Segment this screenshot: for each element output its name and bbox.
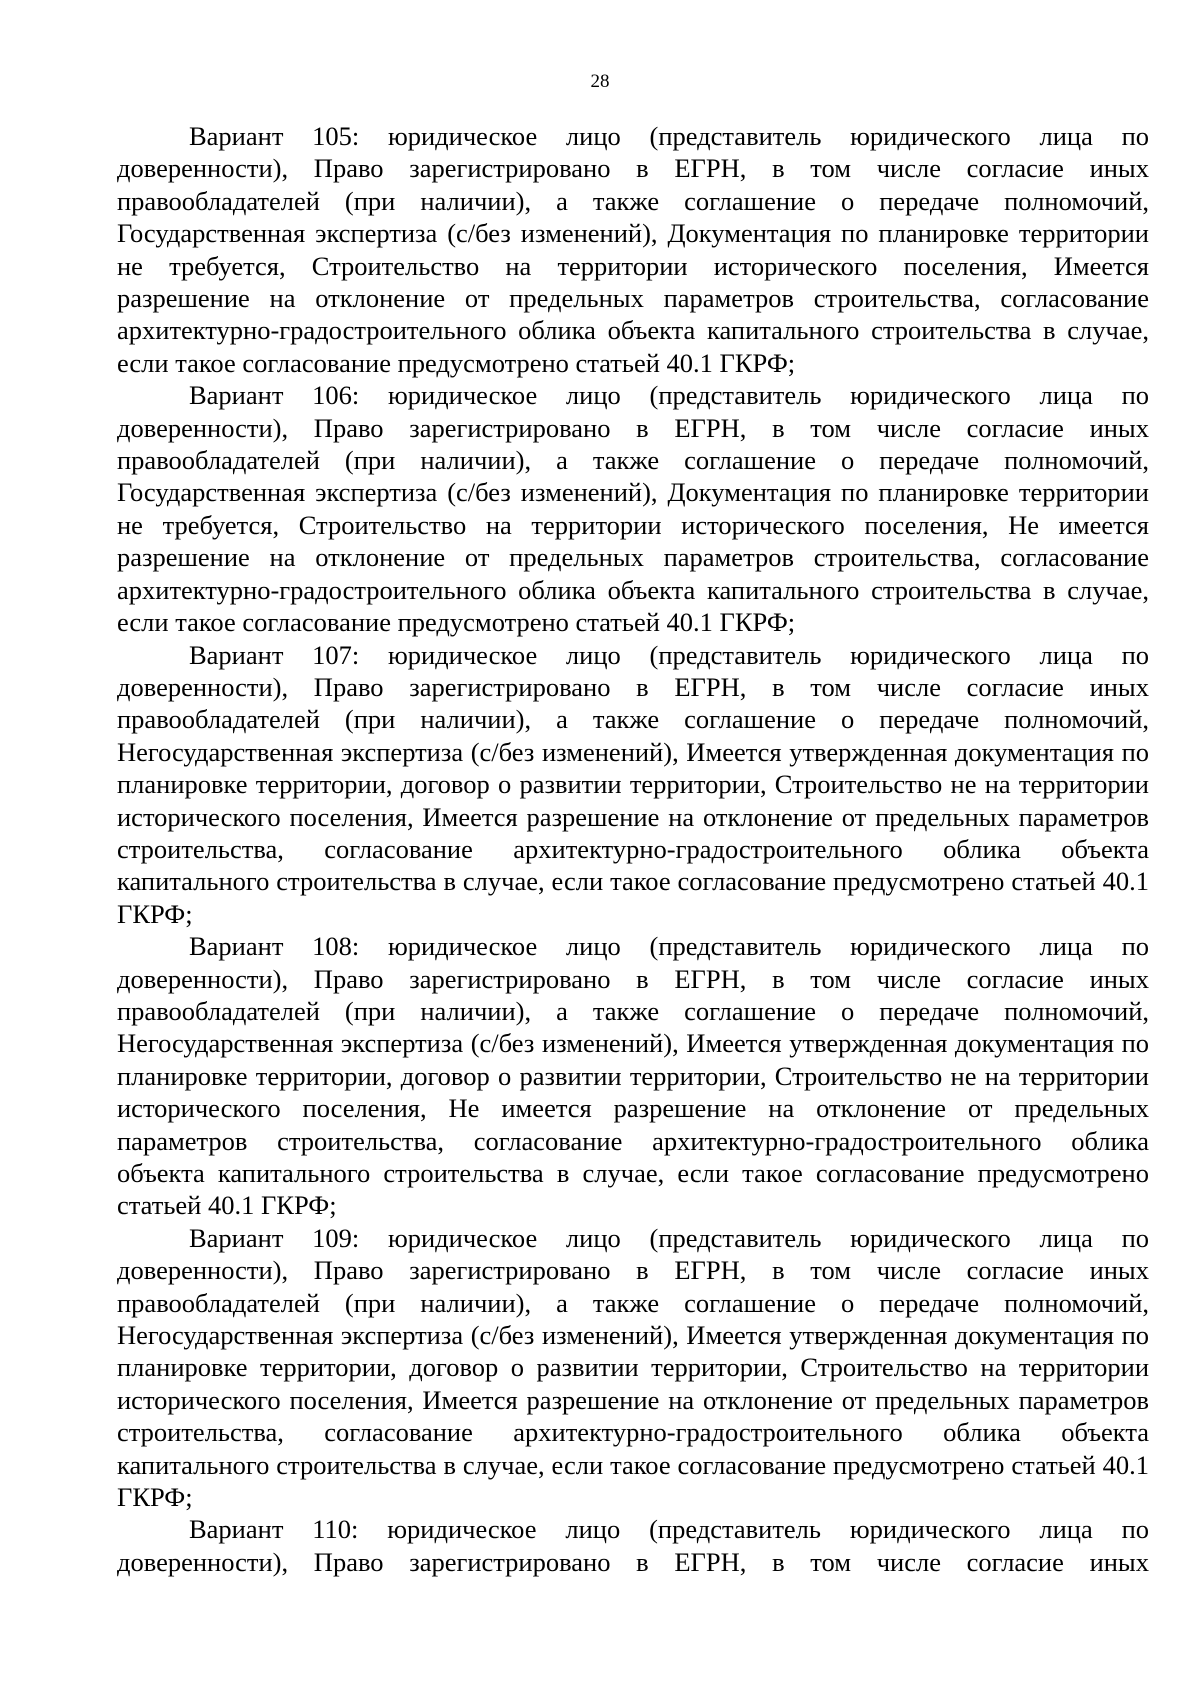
paragraph-variant-110: Вариант 110: юридическое лицо (представитель юридического лица по доверенности), Право зарегистрировано в ЕГРН, в том числе согласие иных [117,1514,1149,1577]
paragraph-variant-107: Вариант 107: юридическое лицо (представитель юридического лица по доверенности), Право зарегистрировано в ЕГРН, в том числе согласие иных правообладателей (при наличии), а также соглашение о передаче полномочий, Негосударственная экспертиза (с/без изменений), Имеется утвержденная документация по планировке территории, договор о развитии территории, Строительство не на территории исторического поселения, Имеется разрешение на отклонение от предельных параметров строительства, согласование архитектурно-градостроительного облика объекта капитального строительства в случае, если такое согласование предусмотрено статьей 40.1 ГКРФ; [117,639,1149,929]
paragraph-variant-105: Вариант 105: юридическое лицо (представитель юридического лица по доверенности), Право зарегистрировано в ЕГРН, в том числе согласие иных правообладателей (при наличии), а также соглашение о передаче полномочий, Государственная экспертиза (с/без изменений), Документация по планировке территории не требуется, Строительство на территории исторического поселения, Имеется разрешение на отклонение от предельных параметров строительства, согласование архитектурно-градостроительного облика объекта капитального строительства в случае, если такое согласование предусмотрено статьей 40.1 ГКРФ; [117,121,1149,378]
document-body [117,120,1149,1578]
paragraph-variant-108: Вариант 108: юридическое лицо (представитель юридического лица по доверенности), Право зарегистрировано в ЕГРН, в том числе согласие иных правообладателей (при наличии), а также соглашение о передаче полномочий, Негосударственная экспертиза (с/без изменений), Имеется утвержденная документация по планировке территории, договор о развитии территории, Строительство не на территории исторического поселения, Не имеется разрешение на отклонение от предельных параметров строительства, согласование архитектурно-градостроительного облика объекта капитального строительства в случае, если такое согласование предусмотрено статьей 40.1 ГКРФ; [117,931,1149,1221]
paragraph-variant-109: Вариант 109: юридическое лицо (представитель юридического лица по доверенности), Право зарегистрировано в ЕГРН, в том числе согласие иных правообладателей (при наличии), а также соглашение о передаче полномочий, Негосударственная экспертиза (с/без изменений), Имеется утвержденная документация по планировке территории, договор о развитии территории, Строительство на территории исторического поселения, Имеется разрешение на отклонение от предельных параметров строительства, согласование архитектурно-градостроительного облика объекта капитального строительства в случае, если такое согласование предусмотрено статьей 40.1 ГКРФ; [117,1222,1149,1513]
paragraph-variant-106: Вариант 106: юридическое лицо (представитель юридического лица по доверенности), Право зарегистрировано в ЕГРН, в том числе согласие иных правообладателей (при наличии), а также соглашение о передаче полномочий, Государственная экспертиза (с/без изменений), Документация по планировке территории не требуется, Строительство на территории исторического поселения, Не имеется разрешение на отклонение от предельных параметров строительства, согласование архитектурно-градостроительного облика объекта капитального строительства в случае, если такое согласование предусмотрено статьей 40.1 ГКРФ; [117,380,1149,638]
page-number: 28 [590,71,610,92]
